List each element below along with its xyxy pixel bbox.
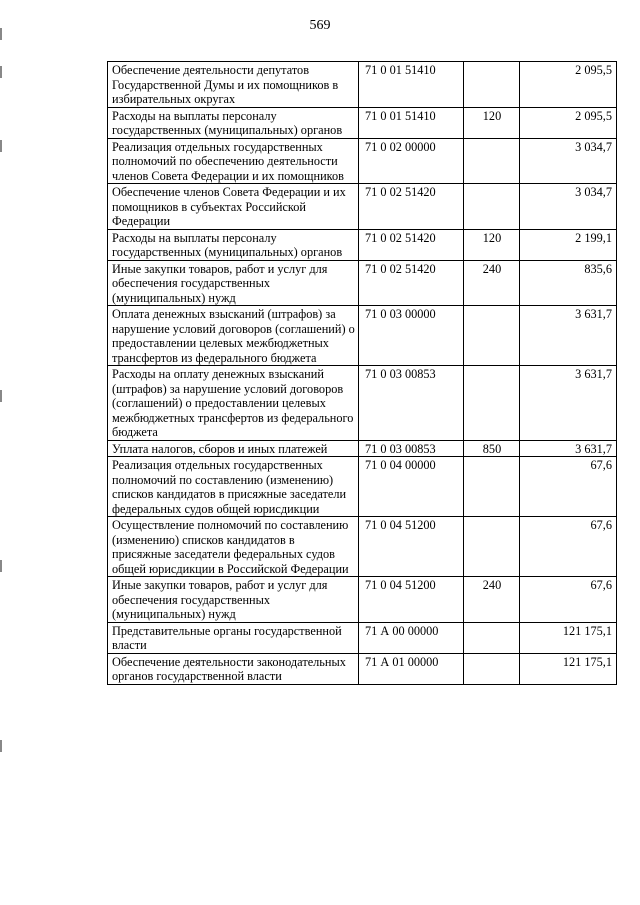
row-csr-code-cell: 71 А 00 00000 [359,622,464,653]
row-name-cell: Обеспечение деятельности депутатов Государственной Думы и их помощников в избирательных округах [108,62,359,108]
row-expense-type-cell [464,306,520,366]
row-csr-code-cell: 71 0 04 51200 [359,577,464,623]
row-name-cell: Реализация отдельных государственных полномочий по составлению (изменению) списков кандидатов в присяжные заседатели федеральных судов общей юрисдикции [108,457,359,517]
row-csr-code-cell: 71 0 02 00000 [359,138,464,184]
table-row [108,62,617,108]
row-amount-cell: 3 631,7 [520,366,617,441]
row-expense-type-cell [464,138,520,184]
table-row [108,577,617,623]
row-amount-cell: 67,6 [520,577,617,623]
row-expense-type-cell [464,517,520,577]
row-amount-cell: 121 175,1 [520,622,617,653]
row-name-cell: Осуществление полномочий по составлению (изменению) списков кандидатов в присяжные заседатели федеральных судов общей юрисдикции в Российской Федерации [108,517,359,577]
row-csr-code-cell: 71 А 01 00000 [359,653,464,684]
row-name-cell: Расходы на выплаты персоналу государственных (муниципальных) органов [108,107,359,138]
row-name-cell: Обеспечение членов Совета Федерации и их помощников в субъектах Российской Федерации [108,184,359,230]
table-row [108,260,617,306]
scan-margin-mark [0,66,2,78]
row-csr-code-cell: 71 0 04 00000 [359,457,464,517]
row-csr-code-cell: 71 0 04 51200 [359,517,464,577]
budget-table-body [108,62,617,685]
scan-margin-mark [0,140,2,152]
row-expense-type-cell [464,62,520,108]
row-expense-type-cell [464,653,520,684]
row-amount-cell: 121 175,1 [520,653,617,684]
row-name-cell: Уплата налогов, сборов и иных платежей [108,440,359,457]
scan-margin-mark [0,28,2,40]
scan-margin-mark [0,560,2,572]
row-expense-type-cell: 240 [464,577,520,623]
row-name-cell: Иные закупки товаров, работ и услуг для обеспечения государственных (муниципальных) нужд [108,260,359,306]
row-amount-cell: 835,6 [520,260,617,306]
table-row [108,457,617,517]
row-expense-type-cell: 850 [464,440,520,457]
row-expense-type-cell: 120 [464,107,520,138]
row-expense-type-cell [464,622,520,653]
budget-table [107,61,617,685]
row-csr-code-cell: 71 0 03 00853 [359,366,464,441]
table-row [108,517,617,577]
scan-margin-mark [0,740,2,752]
table-row [108,107,617,138]
row-csr-code-cell: 71 0 01 51410 [359,107,464,138]
page-number: 569 [309,18,331,33]
table-row [108,229,617,260]
row-expense-type-cell [464,457,520,517]
table-row [108,184,617,230]
table-row [108,622,617,653]
row-name-cell: Расходы на выплаты персоналу государственных (муниципальных) органов [108,229,359,260]
row-csr-code-cell: 71 0 02 51420 [359,260,464,306]
table-row [108,653,617,684]
row-amount-cell: 2 095,5 [520,107,617,138]
row-csr-code-cell: 71 0 02 51420 [359,229,464,260]
row-amount-cell: 67,6 [520,517,617,577]
row-expense-type-cell [464,184,520,230]
row-csr-code-cell: 71 0 03 00853 [359,440,464,457]
row-amount-cell: 2 199,1 [520,229,617,260]
table-row [108,366,617,441]
scan-margin-mark [0,390,2,402]
row-name-cell: Реализация отдельных государственных полномочий по обеспечению деятельности членов Совета Федерации и их помощников [108,138,359,184]
table-row [108,440,617,457]
row-amount-cell: 67,6 [520,457,617,517]
row-amount-cell: 3 034,7 [520,138,617,184]
row-csr-code-cell: 71 0 03 00000 [359,306,464,366]
row-name-cell: Оплата денежных взысканий (штрафов) за нарушение условий договоров (соглашений) о предоставлении целевых межбюджетных трансфертов из федерального бюджета [108,306,359,366]
row-name-cell: Представительные органы государственной власти [108,622,359,653]
row-name-cell: Иные закупки товаров, работ и услуг для обеспечения государственных (муниципальных) нужд [108,577,359,623]
row-expense-type-cell: 240 [464,260,520,306]
row-name-cell: Расходы на оплату денежных взысканий (штрафов) за нарушение условий договоров (соглашений) о предоставлении целевых межбюджетных трансфертов из федерального бюджета [108,366,359,441]
row-name-cell: Обеспечение деятельности законодательных органов государственной власти [108,653,359,684]
row-amount-cell: 2 095,5 [520,62,617,108]
row-amount-cell: 3 631,7 [520,306,617,366]
row-amount-cell: 3 034,7 [520,184,617,230]
row-amount-cell: 3 631,7 [520,440,617,457]
row-expense-type-cell: 120 [464,229,520,260]
row-expense-type-cell [464,366,520,441]
row-csr-code-cell: 71 0 01 51410 [359,62,464,108]
row-csr-code-cell: 71 0 02 51420 [359,184,464,230]
table-row [108,138,617,184]
table-row [108,306,617,366]
